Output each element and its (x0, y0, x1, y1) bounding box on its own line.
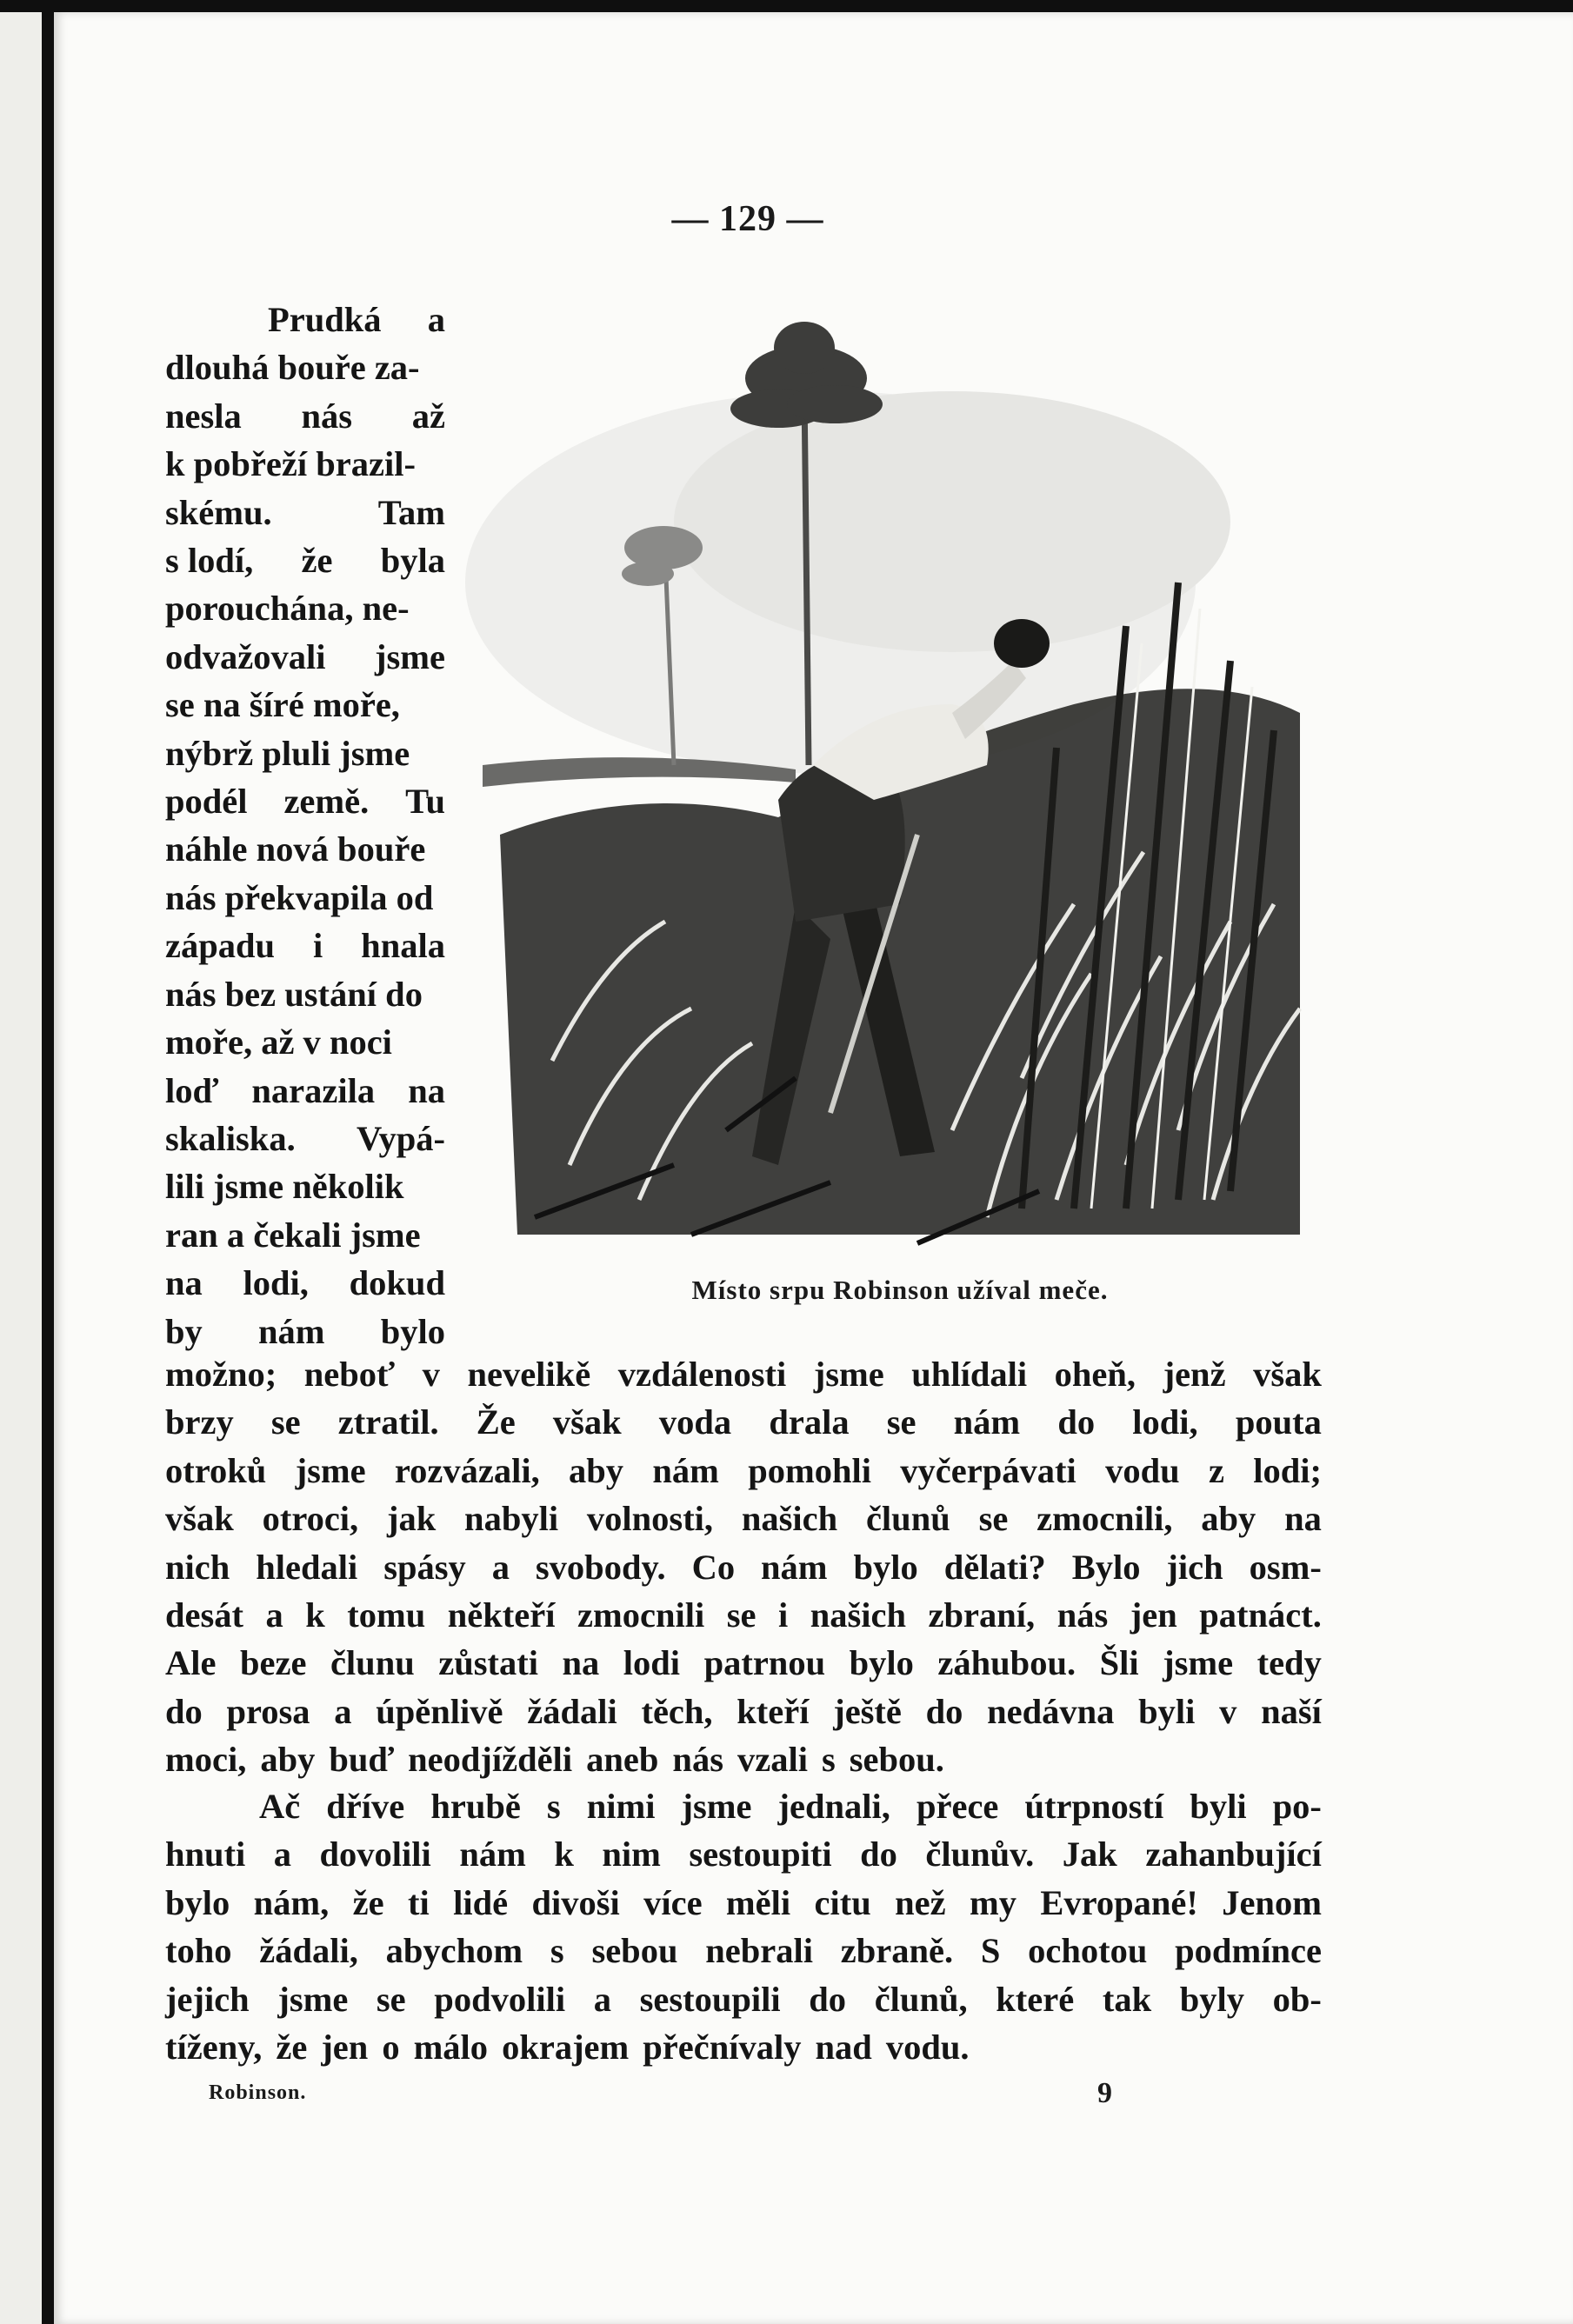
text-word: nim (602, 1835, 661, 1875)
text-line (165, 1350, 1322, 1398)
text-word: člunu (330, 1643, 415, 1683)
text-line (165, 1782, 1322, 1830)
text-word: Šli (1099, 1643, 1139, 1683)
text-word: patrnou (703, 1643, 826, 1683)
text-word: lodi (623, 1643, 681, 1683)
text-word: byly (1179, 1979, 1244, 2019)
text-word: odvažovali (165, 636, 326, 676)
text-word: nám (257, 1311, 325, 1351)
text-word: zbraní, (928, 1595, 1036, 1635)
text-word: nám (761, 1547, 828, 1587)
text-word: abychom (385, 1931, 523, 1971)
text-word: nás (301, 396, 353, 436)
text-word: hledali (256, 1547, 358, 1587)
text-word: rozvázali, (394, 1450, 540, 1490)
text-word: nebrali (705, 1931, 813, 1971)
text-line (165, 970, 445, 1018)
text-word: Evropané! (1040, 1882, 1198, 1922)
text-word: pomohli (748, 1450, 871, 1490)
text-word: jednali, (777, 1787, 890, 1826)
text-word: země. (283, 782, 370, 822)
text-line (165, 825, 445, 873)
text-word: desát (165, 1595, 243, 1635)
text-word: nesla (165, 396, 242, 436)
text-word: dokud (349, 1263, 445, 1303)
text-word: nás bez ustání do (165, 974, 423, 1014)
text-word: nám (953, 1402, 1021, 1442)
text-word: jenž (1163, 1355, 1226, 1394)
text-word: porouchána, ne- (165, 589, 410, 629)
text-word: sebou (591, 1931, 678, 1971)
illustration-robinson-cutting (465, 296, 1322, 1252)
text-word: Ač (259, 1787, 301, 1826)
text-word: patnáct. (1199, 1595, 1322, 1635)
text-word: otroci, (262, 1499, 359, 1539)
text-word: vodu (1105, 1450, 1180, 1490)
text-word: hrubě (430, 1787, 521, 1826)
text-word: drala (769, 1402, 850, 1442)
text-word: a (491, 1547, 510, 1587)
text-word: otroků (165, 1450, 267, 1490)
text-word: že (276, 2028, 308, 2068)
narrow-text-column (165, 296, 445, 1355)
text-word: neboť (303, 1355, 396, 1394)
text-word: pouta (1235, 1402, 1322, 1442)
text-word: do (809, 1979, 847, 2019)
text-word: než (895, 1882, 946, 1922)
text-word: do (925, 1691, 963, 1731)
text-word: sebou. (849, 1740, 944, 1780)
text-word: zmocnili (577, 1595, 705, 1635)
text-word: ob- (1272, 1979, 1322, 2019)
text-word: s (546, 1787, 561, 1826)
text-line (165, 343, 445, 391)
text-word: po- (1272, 1787, 1322, 1826)
text-word: bylo (165, 1882, 230, 1922)
text-word: měli (725, 1882, 791, 1922)
text-word: na (1284, 1499, 1322, 1539)
text-line (165, 729, 445, 777)
text-word: nám (459, 1835, 526, 1875)
text-word: do (860, 1835, 897, 1875)
text-word: Co (691, 1547, 736, 1587)
text-word: v (1219, 1691, 1237, 1731)
text-word: do (165, 1691, 203, 1731)
text-word: útrpností (1024, 1787, 1164, 1826)
text-line (165, 681, 445, 729)
text-word: neodjížděli (408, 1740, 573, 1780)
illustration-caption: Místo srpu Robinson užíval meče. (691, 1275, 1109, 1305)
text-word: Jenom (1222, 1882, 1322, 1922)
text-word: nich (165, 1547, 230, 1587)
text-word: dlouhá bouře za- (165, 348, 420, 388)
text-word: divoši (531, 1882, 620, 1922)
text-line (165, 1879, 1322, 1927)
text-word: k (305, 1595, 325, 1635)
text-word: našich (810, 1595, 907, 1635)
text-word: s (550, 1931, 564, 1971)
text-word: nás (1056, 1595, 1109, 1635)
text-word: k pobřeží brazil- (165, 444, 416, 484)
text-word: se (726, 1595, 757, 1635)
text-word: vzali (737, 1740, 808, 1780)
text-word: nám (652, 1450, 719, 1490)
text-word: tomu (347, 1595, 426, 1635)
text-line (165, 1447, 1322, 1495)
text-word: v (422, 1355, 440, 1394)
text-word: že (301, 541, 333, 581)
text-word: nevelikě (467, 1355, 591, 1394)
text-word: se (886, 1402, 916, 1442)
text-word: úpěnlivě (376, 1691, 503, 1731)
text-word: jsme (681, 1787, 752, 1826)
text-word: vodu. (885, 2028, 970, 2068)
text-word: tak (1102, 1979, 1152, 2019)
text-word: sestoupiti (689, 1835, 832, 1875)
text-word: ran a čekali jsme (165, 1215, 421, 1255)
text-word: a (265, 1595, 283, 1635)
text-word: lodi, (1132, 1402, 1198, 1442)
text-word: ochotou (1028, 1931, 1148, 1971)
text-word: ti (407, 1882, 430, 1922)
text-word: Bylo (1071, 1547, 1141, 1587)
text-line (165, 1162, 445, 1210)
text-word: zbraně. (840, 1931, 954, 1971)
text-word: i (777, 1595, 789, 1635)
text-word: dříve (326, 1787, 405, 1826)
text-word: kteří (737, 1691, 810, 1731)
text-word: vyčerpávati (900, 1450, 1076, 1490)
wide-text-block (165, 1350, 1322, 1784)
text-word: naší (1261, 1691, 1322, 1731)
text-word: nedávna (987, 1691, 1115, 1731)
text-word: aby (569, 1450, 624, 1490)
text-word: a (334, 1691, 352, 1731)
text-word: málo (413, 2028, 489, 2068)
text-line (165, 1495, 1322, 1542)
text-word: ještě (833, 1691, 902, 1731)
text-line (165, 633, 445, 681)
text-word: jsme (277, 1979, 349, 2019)
text-word: spásy (383, 1547, 466, 1587)
text-word: lodi; (1253, 1450, 1322, 1490)
text-word: oheň, (1054, 1355, 1136, 1394)
signature-number: 9 (1097, 2077, 1112, 2109)
text-word: přečnívaly (643, 2028, 802, 2068)
text-word: jen (1130, 1595, 1177, 1635)
text-word: však (552, 1402, 622, 1442)
text-line (165, 296, 445, 343)
text-word: se (978, 1499, 1009, 1539)
text-word: více (643, 1882, 703, 1922)
text-word: nimi (586, 1787, 656, 1826)
text-word: s lodí, (165, 541, 254, 581)
facing-page-edge (0, 12, 42, 2324)
text-word: na (165, 1263, 203, 1303)
text-word: jsme (375, 636, 445, 676)
signature-mark: Robinson. (209, 2081, 307, 2104)
text-word: člunů, (874, 1979, 968, 2019)
text-word: aneb (586, 1740, 659, 1780)
text-word: buď (329, 1740, 395, 1780)
text-word: uhlídali (911, 1355, 1028, 1394)
text-word: citu (814, 1882, 871, 1922)
text-word: že (352, 1882, 384, 1922)
text-word: osm- (1249, 1547, 1322, 1587)
text-word: volnosti, (586, 1499, 714, 1539)
text-word: Prudká (268, 300, 382, 339)
text-word: jsme (1163, 1643, 1234, 1683)
text-word: byla (380, 541, 445, 581)
text-line (165, 1735, 1322, 1783)
text-word: ztratil. (337, 1402, 439, 1442)
text-word: tíženy, (165, 2028, 263, 2068)
text-word: Vypá- (356, 1118, 445, 1158)
text-word: k (554, 1835, 574, 1875)
text-word: které (996, 1979, 1075, 2019)
text-word: nýbrž pluli jsme (165, 733, 410, 773)
text-line (165, 1115, 445, 1162)
text-line (165, 1591, 1322, 1639)
text-line (165, 1830, 1322, 1878)
text-line (165, 1067, 445, 1115)
text-word: a (593, 1979, 611, 2019)
text-line (165, 922, 445, 969)
text-word: hnala (361, 926, 445, 966)
text-word: o (382, 2028, 400, 2068)
text-word: bylo (380, 1311, 445, 1351)
text-word: a (427, 300, 445, 339)
text-word: se (270, 1402, 301, 1442)
text-line (165, 1543, 1322, 1591)
text-word: skaliska. (165, 1118, 296, 1158)
text-word: voda (658, 1402, 732, 1442)
text-word: lili jsme několik (165, 1167, 404, 1207)
text-word: bylo (853, 1547, 918, 1587)
text-word: lodi, (243, 1263, 309, 1303)
text-word: člunů (865, 1499, 950, 1539)
text-word: tedy (1256, 1643, 1322, 1683)
text-word: byli (1190, 1787, 1247, 1826)
text-line (165, 1975, 1322, 2023)
text-line (165, 1259, 445, 1307)
text-word: náhle nová bouře (165, 829, 426, 869)
text-word: okrajem (502, 2028, 630, 2068)
text-word: Tam (377, 492, 445, 532)
text-word: dovolili (319, 1835, 431, 1875)
text-line (165, 1018, 445, 1066)
text-line (165, 1308, 445, 1355)
text-word: byli (1138, 1691, 1196, 1731)
text-word: nad (815, 2028, 872, 2068)
text-word: však (1253, 1355, 1322, 1394)
text-word: toho (165, 1931, 232, 1971)
text-word: aby (260, 1740, 316, 1780)
text-word: nás překvapila od (165, 877, 434, 917)
text-word: S (980, 1931, 1001, 1971)
text-word: a (273, 1835, 292, 1875)
text-line (165, 1927, 1322, 1974)
text-word: moci, (165, 1740, 247, 1780)
text-word: narazila (251, 1070, 376, 1110)
text-word: loď (165, 1070, 219, 1110)
text-word: podél (165, 782, 248, 822)
text-word: přece (916, 1787, 999, 1826)
text-word: někteří (447, 1595, 556, 1635)
text-word: možno; (165, 1355, 277, 1394)
text-word: západu (165, 926, 276, 966)
text-word: však (165, 1499, 234, 1539)
second-paragraph (165, 1782, 1322, 2071)
text-line (165, 392, 445, 440)
text-word: na (408, 1070, 445, 1110)
text-line (165, 584, 445, 632)
text-line (165, 536, 445, 584)
text-word: žádali (527, 1691, 617, 1731)
text-line (165, 489, 445, 536)
text-line (165, 1398, 1322, 1446)
text-word: člunův. (925, 1835, 1035, 1875)
text-word: s (821, 1740, 836, 1780)
text-word: Ale (165, 1643, 217, 1683)
text-word: hnuti (165, 1835, 246, 1875)
text-word: na (562, 1643, 600, 1683)
text-word: zahanbující (1145, 1835, 1322, 1875)
text-word: nabyli (464, 1499, 559, 1539)
page-number: — 129 — (671, 199, 824, 239)
text-word: záhubou. (937, 1643, 1076, 1683)
text-word: z (1208, 1450, 1224, 1490)
text-word: skému. (165, 492, 272, 532)
text-word: podvolili (434, 1979, 566, 2019)
text-word: jen (321, 2028, 369, 2068)
text-line (165, 1688, 1322, 1735)
text-word: i (312, 926, 323, 966)
text-line (165, 2023, 1322, 2071)
text-line (165, 1211, 445, 1259)
text-word: žádali, (259, 1931, 358, 1971)
text-word: Jak (1062, 1835, 1117, 1875)
text-word: Tu (405, 782, 445, 822)
text-word: našich (741, 1499, 838, 1539)
text-line (165, 874, 445, 922)
text-word: prosa (226, 1691, 310, 1731)
text-word: vzdálenosti (617, 1355, 787, 1394)
text-word: jsme (813, 1355, 884, 1394)
text-word: se na šíré moře, (165, 685, 400, 725)
text-word: sestoupili (639, 1979, 781, 2019)
text-word: aby (1201, 1499, 1256, 1539)
text-word: Že (476, 1402, 516, 1442)
text-word: my (969, 1882, 1016, 1922)
text-word: jich (1166, 1547, 1223, 1587)
text-word: by (165, 1311, 203, 1351)
text-word: zůstati (438, 1643, 538, 1683)
text-word: těch, (641, 1691, 713, 1731)
text-word: nám, (253, 1882, 330, 1922)
text-line (165, 777, 445, 825)
text-word: jejich (165, 1979, 250, 2019)
text-word: brzy (165, 1402, 234, 1442)
text-word: bylo (849, 1643, 914, 1683)
text-word: beze (239, 1643, 307, 1683)
text-word: dělati? (943, 1547, 1046, 1587)
text-word: se (376, 1979, 406, 2019)
text-word: do (1057, 1402, 1096, 1442)
text-word: svobody. (535, 1547, 666, 1587)
text-word: jsme (295, 1450, 366, 1490)
text-word: zmocnili, (1036, 1499, 1173, 1539)
text-word: až (411, 396, 445, 436)
text-word: jak (386, 1499, 437, 1539)
text-line (165, 1639, 1322, 1687)
text-line (165, 440, 445, 488)
text-word: podmínce (1175, 1931, 1322, 1971)
text-word: moře, až v noci (165, 1022, 392, 1062)
text-word: nás (672, 1740, 723, 1780)
text-word: lidé (453, 1882, 509, 1922)
